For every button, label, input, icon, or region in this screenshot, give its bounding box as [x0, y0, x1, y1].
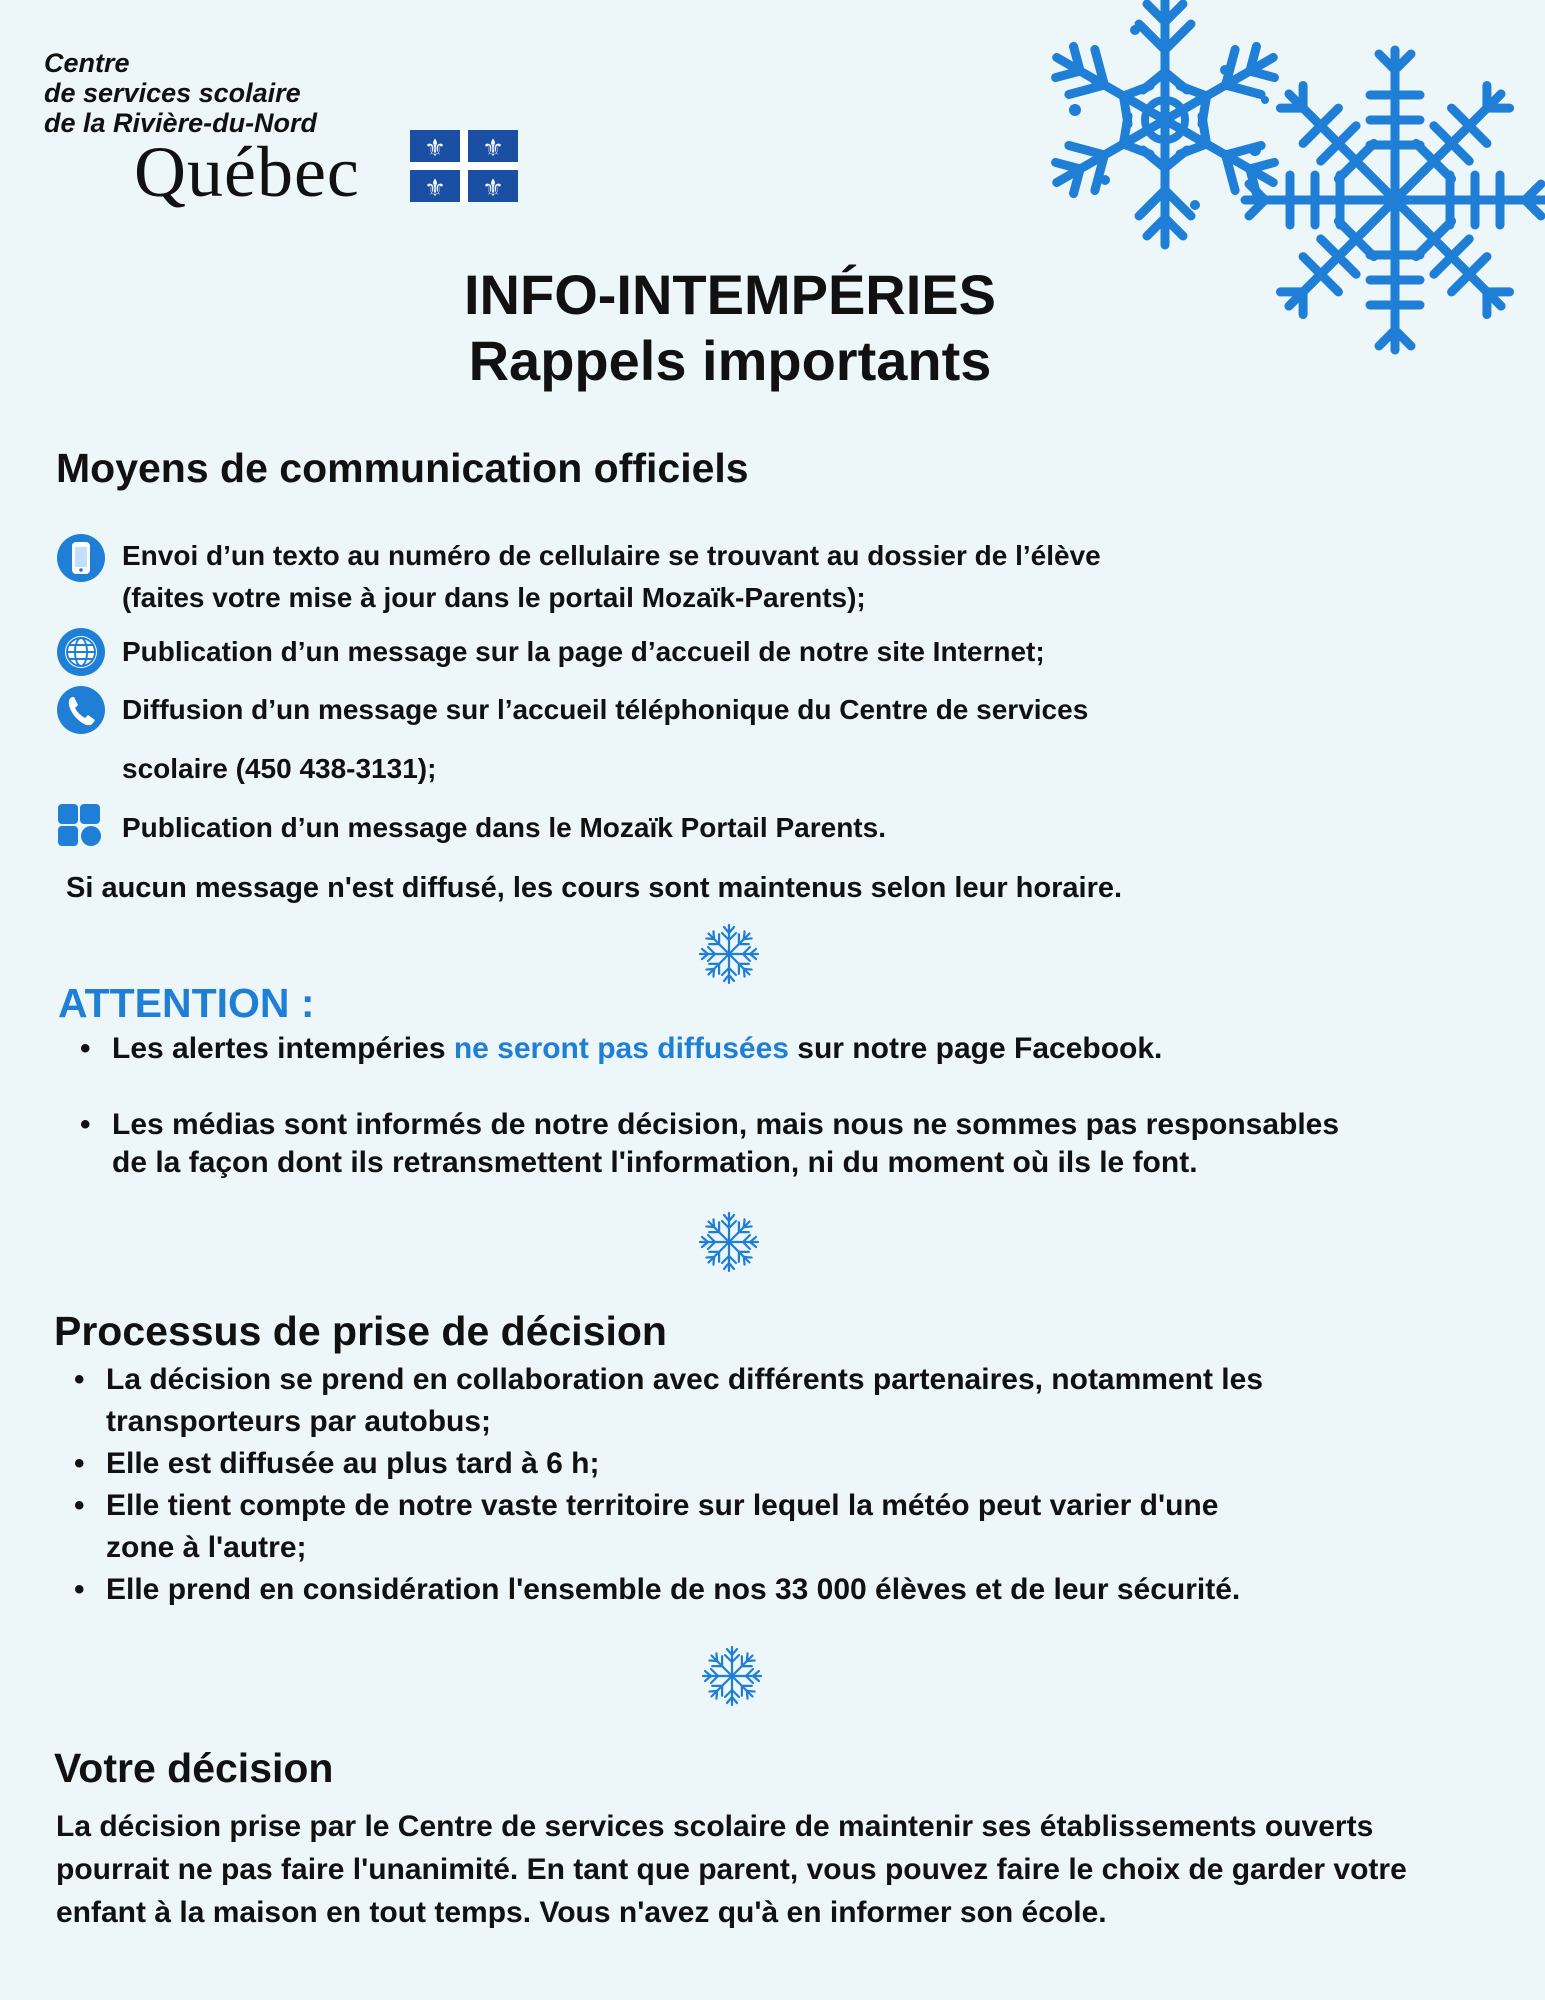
highlighted-text: ne seront pas diffusées: [453, 1032, 789, 1065]
list-item-text: Les alertes intempéries: [112, 1032, 454, 1065]
list-item-line: • Elle tient compte de notre vaste territoire sur lequel la météo peut varier d'une: [106, 1489, 1219, 1522]
quebec-flag-icon: [410, 130, 518, 202]
quebec-wordmark: Québec: [134, 132, 360, 212]
list-item-line: • Elle prend en considération l'ensemble de nos 33 000 élèves et de leur sécurité.: [106, 1573, 1241, 1606]
list-item: [70, 1359, 1510, 1443]
no-message-note: Si aucun message n'est diffusé, les cours sont maintenus selon leur horaire.: [66, 872, 1123, 904]
process-heading: Processus de prise de décision: [54, 1308, 667, 1354]
communication-item-line: Publication d’un message sur la page d’accueil de notre site Internet;: [122, 636, 1045, 667]
svg-text:⚜: ⚜: [482, 174, 504, 202]
attention-heading: ATTENTION :: [58, 980, 315, 1026]
communication-item-line: scolaire (450 438-3131);: [122, 753, 437, 784]
organization-name-line: de services scolaire: [44, 78, 301, 108]
snowflake-divider-icon: [700, 1644, 764, 1708]
communication-item-line: Publication d’un message dans le Mozaïk Portail Parents.: [122, 812, 886, 843]
snowflake-divider-icon: [697, 922, 761, 986]
list-item-line: transporteurs par autobus;: [106, 1405, 492, 1438]
smartphone-icon: [56, 533, 106, 583]
list-item-line: • Les médias sont informés de notre décision, mais nous ne sommes pas responsables: [112, 1108, 1340, 1141]
list-item: [76, 1106, 1496, 1182]
your-decision-paragraph: La décision prise par le Centre de services scolaire de maintenir ses établissements ouverts pourrait ne pas faire l'unanimité. En tant que parent, vous pouvez faire le choix de garder votre enfant à la maison en tout temps. Vous n'avez qu'à en informer son école.: [56, 1810, 1407, 1929]
page-title: [0, 262, 1460, 394]
communication-item-line: (faites votre mise à jour dans le portail Mozaïk-Parents);: [122, 582, 866, 613]
your-decision-heading: Votre décision: [54, 1745, 334, 1791]
svg-text:⚜: ⚜: [482, 134, 504, 162]
communication-item-line: Envoi d’un texto au numéro de cellulaire se trouvant au dossier de l’élève: [122, 540, 1101, 571]
list-item-line: zone à l'autre;: [106, 1531, 307, 1564]
list-item-text: sur notre page Facebook.: [788, 1032, 1163, 1065]
list-item: [70, 1485, 1510, 1569]
organization-name-line: de la Rivière-du-Nord: [44, 108, 318, 138]
organization-name-line: Centre: [44, 48, 130, 78]
list-item: [70, 1569, 1510, 1611]
title-line-2: Rappels importants: [468, 329, 992, 392]
title-line-1: INFO-INTEMPÉRIES: [463, 263, 997, 326]
organization-name: [44, 48, 317, 138]
svg-text:⚜: ⚜: [424, 134, 446, 162]
attention-list: [76, 1030, 1496, 1182]
communication-item-line: Diffusion d’un message sur l’accueil téléphonique du Centre de services: [122, 694, 1089, 725]
globe-icon: [56, 627, 106, 677]
snowflake-divider-icon: [697, 1210, 761, 1274]
list-item-line: de la façon dont ils retransmettent l'information, ni du moment où ils le font.: [112, 1146, 1198, 1179]
svg-text:⚜: ⚜: [424, 174, 446, 202]
list-item: [70, 1443, 1510, 1485]
mozaik-icon: [56, 800, 106, 850]
phone-icon: [56, 685, 106, 735]
list-item-line: • La décision se prend en collaboration avec différents partenaires, notamment les: [106, 1363, 1264, 1396]
process-list: [70, 1359, 1510, 1611]
list-item-line: • Elle est diffusée au plus tard à 6 h;: [106, 1447, 600, 1480]
communication-heading: Moyens de communication officiels: [56, 445, 749, 491]
list-item: [76, 1030, 1496, 1068]
